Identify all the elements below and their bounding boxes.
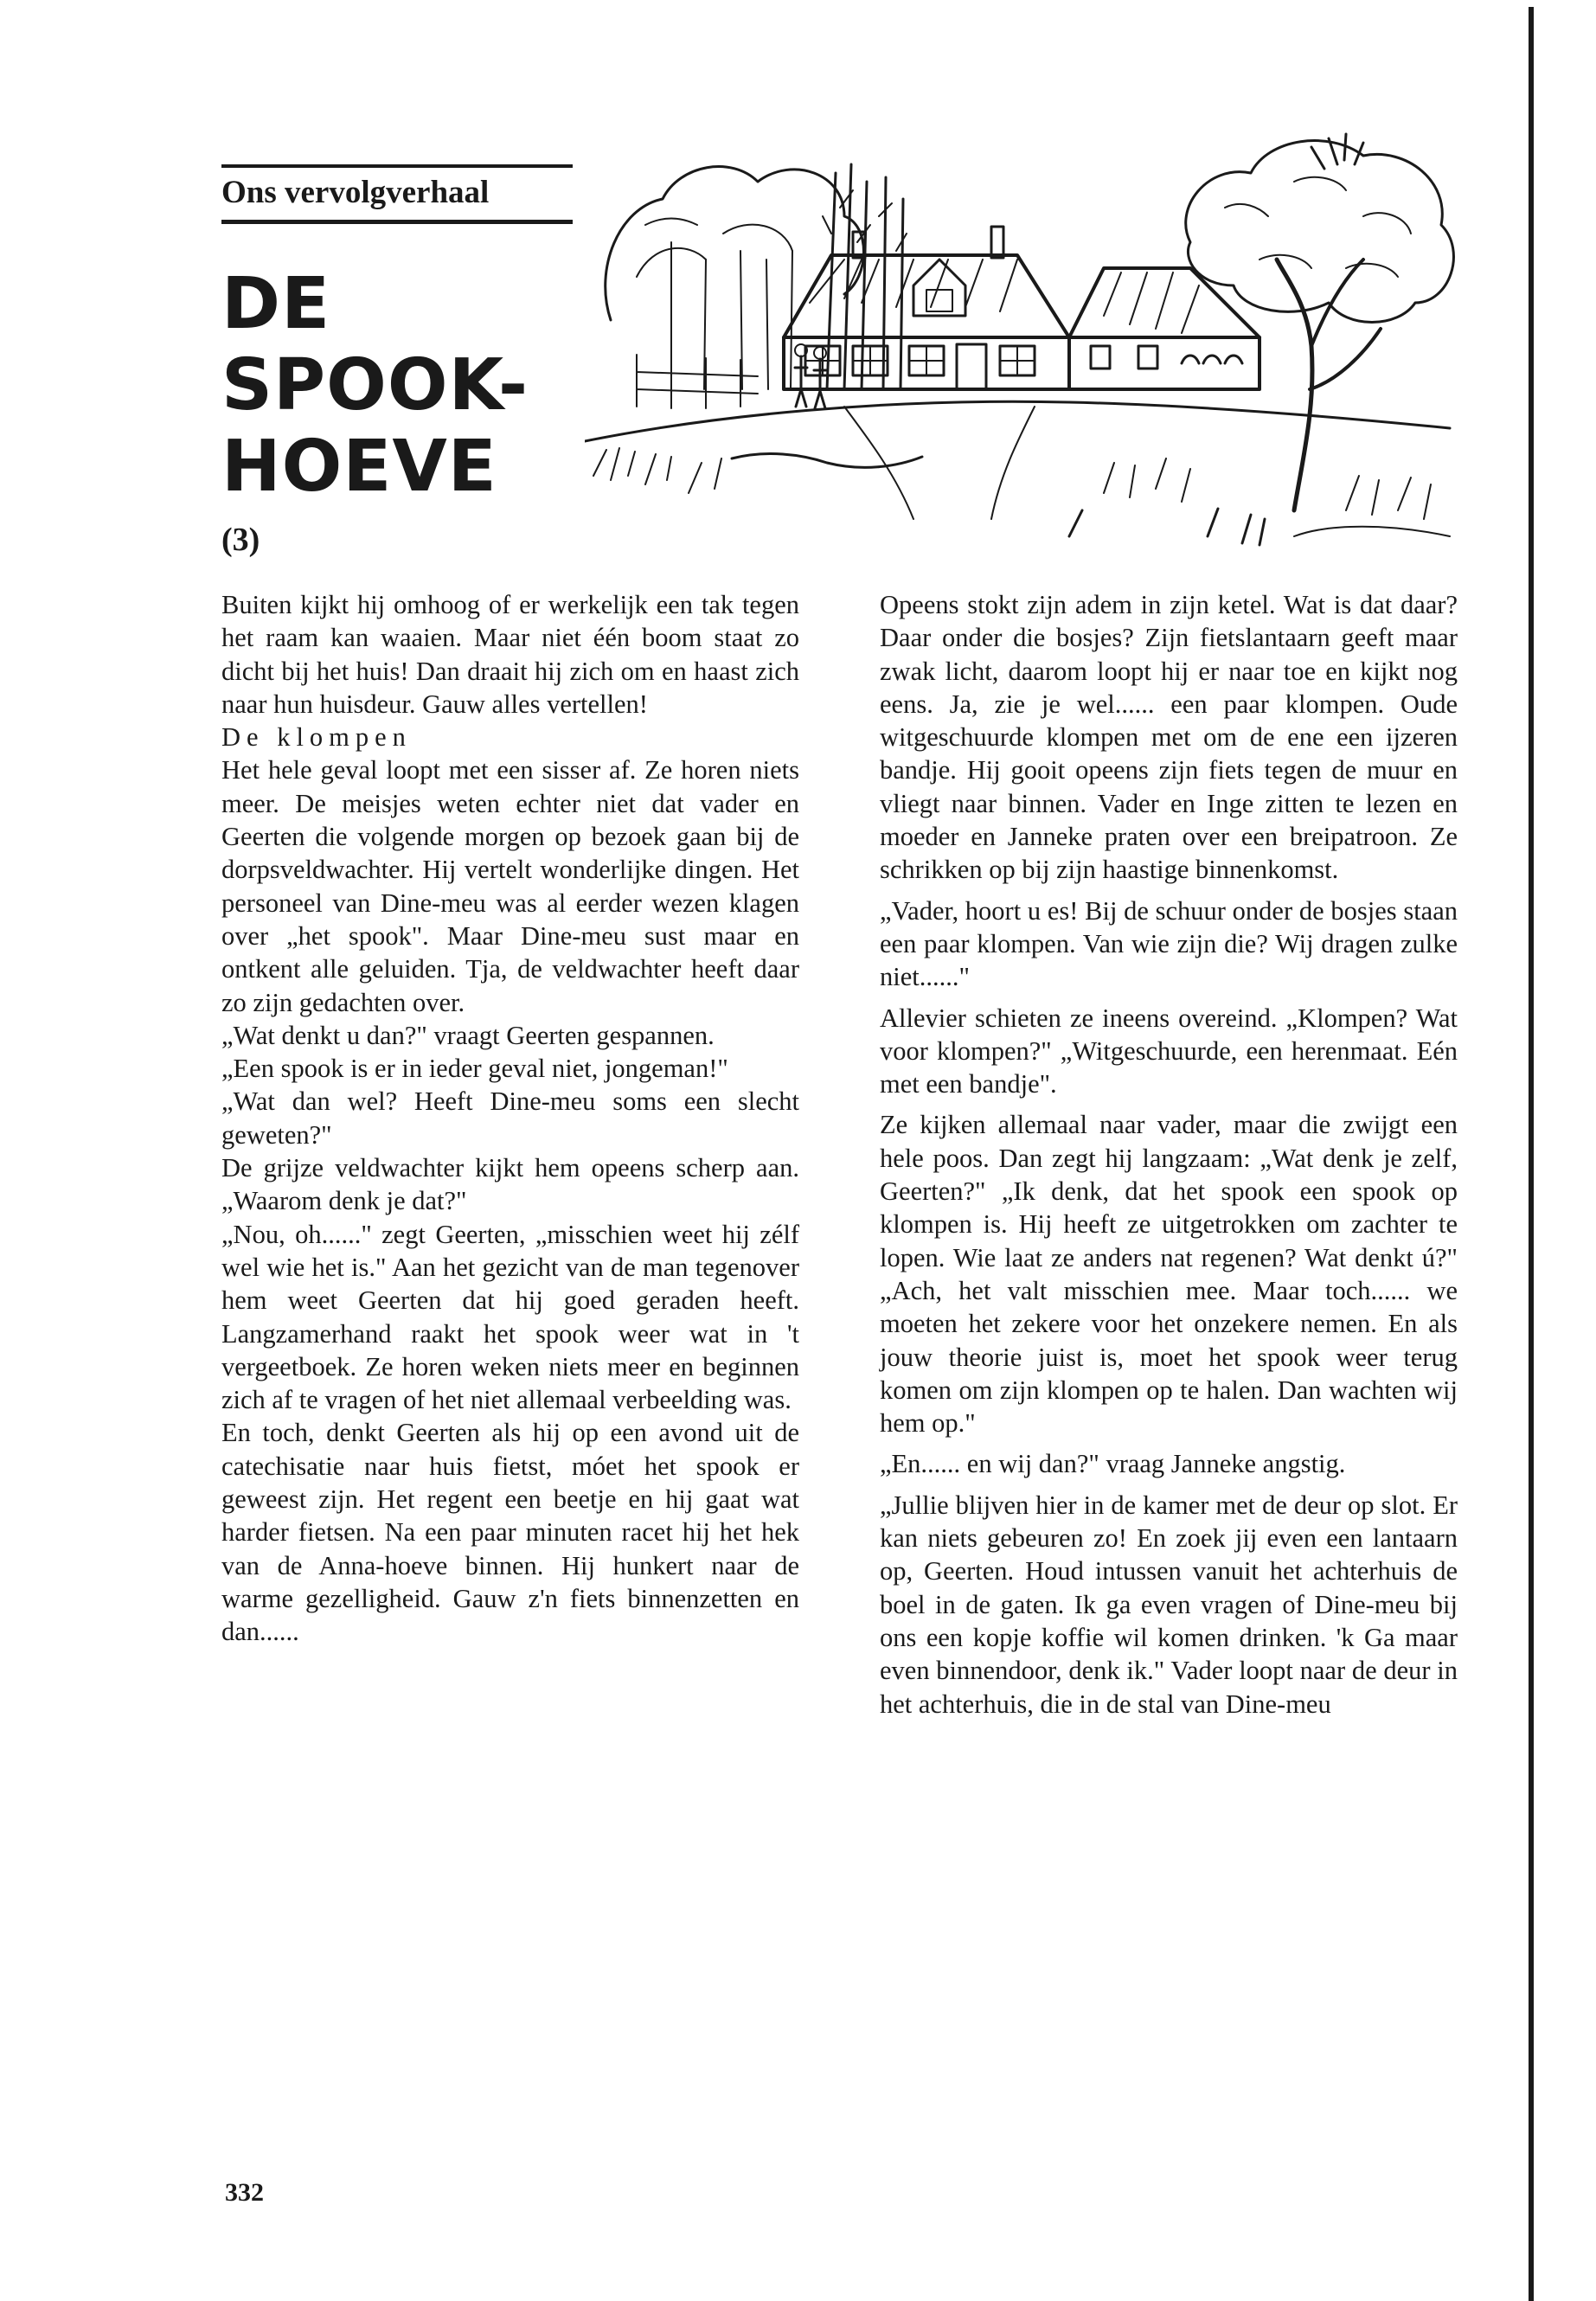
- story-title: [221, 264, 585, 508]
- paragraph: Het hele geval loopt met een sisser af. Ze horen niets meer. De meisjes weten echter niet dat vader en Geerten die volgende morgen op bezoek gaan bij de dorpsveldwachter. Hij vertelt wonderlijke dingen. Het personeel van Dine-meu was al eerder wezen klagen over „het spook". Maar Dine-meu sust maar en ontkent alle geluiden. Tja, de veldwachter heeft daar zo zijn gedachten over.: [221, 755, 799, 1017]
- paragraph: „Nou, oh......" zegt Geerten, „misschien weet hij zélf wel wie het is." Aan het gezicht van de man tegenover hem weet Geerten dat hij goed geraden heeft. Langzamerhand raakt het spook weer wat in 't vergeetboek. Ze horen weken niets meer en beginnen zich af te vragen of het niet allemaal verbeelding was.: [221, 1219, 799, 1415]
- article-column-left: [221, 588, 799, 1649]
- episode-number: (3): [221, 522, 260, 558]
- paragraph: De grijze veldwachter kijkt hem opeens scherp aan. „Waarom denk je dat?": [221, 1153, 799, 1216]
- story-title-line-3: HOEVE: [221, 426, 497, 508]
- paragraph: „Wat dan wel? Heeft Dine-meu soms een slecht geweten?": [221, 1086, 799, 1150]
- paragraph: Ze kijken allemaal naar vader, maar die zwijgt een hele poos. Dan zegt hij langzaam: „Wat denk je zelf, Geerten?" „Ik denk, dat het spook een spook op klompen is. Hij heeft ze uitgetrokken om zachter te lopen. Wie laat ze anders nat regenen? Wat denkt ú?" „Ach, het valt misschien mee. Maar toch...... we moeten het zekere voor het onzekere nemen. En als jouw theorie juist is, moet het spook weer terug komen om zijn klompen op te halen. Dan wachten wij hem op.": [880, 1110, 1458, 1439]
- paragraph: Buiten kijkt hij omhoog of er werkelijk een tak tegen het raam kan waaien. Maar niet één boom staat zo dicht bij het huis! Dan draait hij zich om en haast zich naar hun huisdeur. Gauw alles vertellen!: [221, 590, 799, 719]
- subheading: De klompen: [221, 722, 412, 753]
- story-title-line-1: DE: [221, 263, 331, 345]
- paragraph: „Wat denkt u dan?" vraagt Geerten gespannen.: [221, 1020, 715, 1050]
- paragraph: „Jullie blijven hier in de kamer met de deur op slot. Er kan niets gebeuren zo! En zoek jij even een lantaarn op, Geerten. Houd intussen vanuit het achterhuis de boel in de gaten. Ik ga even vragen of Dine-meu bij ons een kopje koffie wil komen drinken. 'k Ga maar even binnendoor, denk ik." Vader loopt naar de deur in het achterhuis, die in de stal van Dine-meu: [880, 1490, 1458, 1719]
- paragraph: En toch, denkt Geerten als hij op een avond uit de catechisatie naar huis fietst, móet het spook er geweest zijn. Het regent een beetje en hij gaat wat harder fietsen. Na een paar minuten racet hij het hek van de Anna-hoeve binnen. Hij hunkert naar de warme gezelligheid. Gauw z'n fiets binnenzetten en dan......: [221, 1418, 799, 1647]
- page-number: 332: [225, 2178, 264, 2207]
- paragraph: „En...... en wij dan?" vraag Janneke angstig.: [880, 1449, 1346, 1479]
- page-edge-line: [1529, 7, 1534, 2301]
- section-label: Ons vervolgverhaal: [221, 164, 573, 224]
- paragraph: Allevier schieten ze ineens overeind. „Klompen? Wat voor klompen?" „Witgeschuurde, een herenmaat. Eén met een bandje".: [880, 1003, 1458, 1099]
- paragraph: „Een spook is er in ieder geval niet, jongeman!": [221, 1054, 728, 1084]
- paragraph: Opeens stokt zijn adem in zijn ketel. Wat is dat daar? Daar onder die bosjes? Zijn fietslantaarn geeft maar zwak licht, daarom loopt hij er naar toe en kijkt nog eens. Ja, zie je wel...... een paar klompen. Oude witgeschuurde klompen met om de ene een ijzeren bandje. Hij gooit opeens zijn fiets tegen de muur en vliegt naar binnen. Vader en Inge zitten te lezen en moeder en Janneke praten over een breipatroon. Ze schrikken op bij zijn haastige binnenkomst.: [880, 590, 1458, 885]
- farmhouse-illustration: [585, 130, 1480, 554]
- story-title-line-2: SPOOK-: [221, 344, 529, 426]
- paragraph: „Vader, hoort u es! Bij de schuur onder de bosjes staan een paar klompen. Van wie zijn die? Wij dragen zulke niet......": [880, 895, 1458, 992]
- article-column-right: [880, 588, 1458, 1721]
